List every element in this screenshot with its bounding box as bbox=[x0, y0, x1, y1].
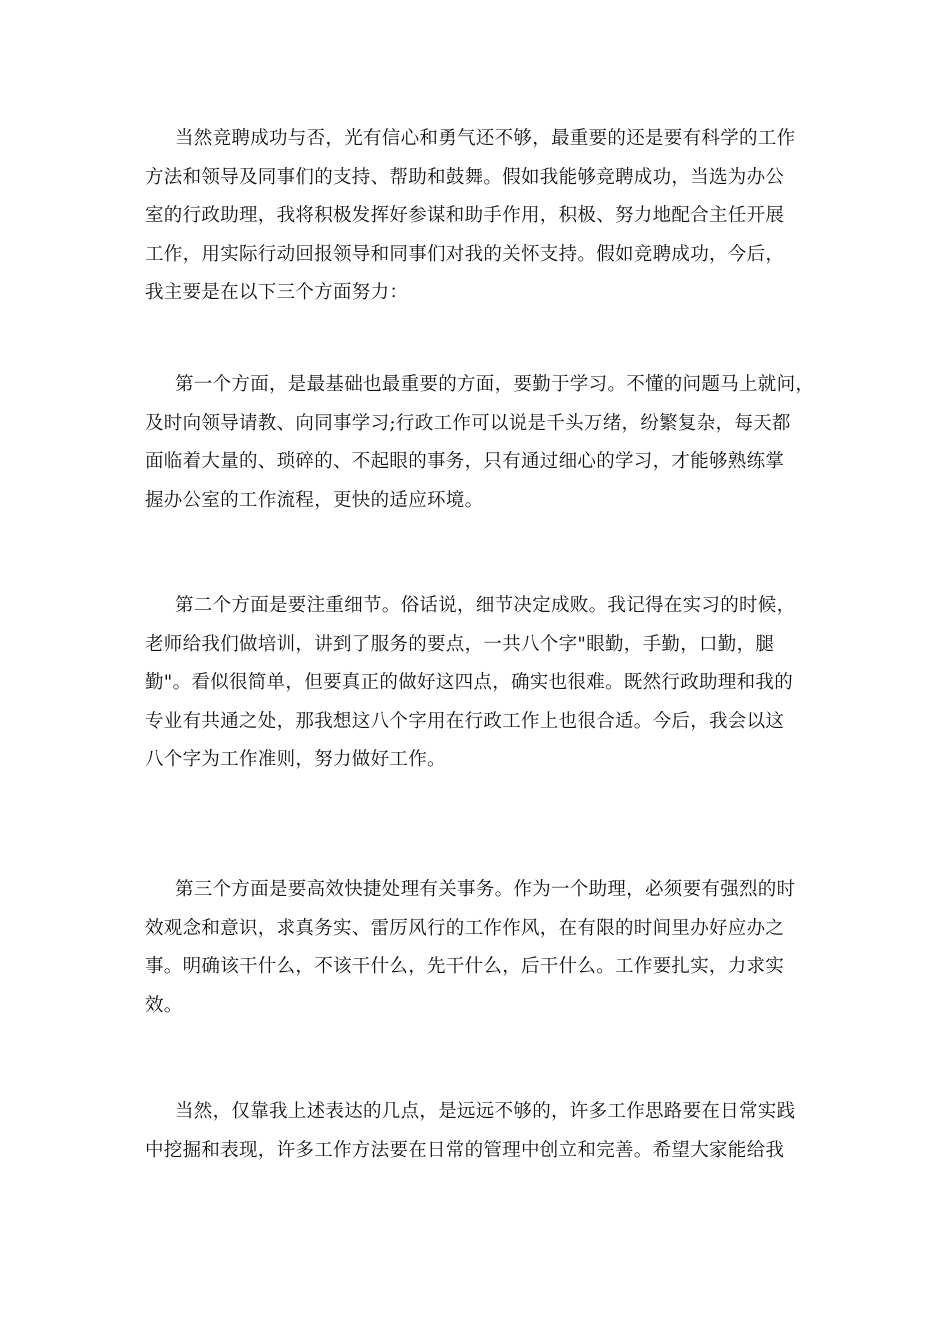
paragraph-1 bbox=[145, 120, 805, 313]
paragraph-line: 效观念和意识，求真务实、雷厉风行的工作作风，在有限的时间里办好应办之 bbox=[145, 917, 785, 939]
paragraph-line: 握办公室的工作流程，更快的适应环境。 bbox=[145, 489, 484, 511]
paragraph-line: 第一个方面，是最基础也最重要的方面，要勤于学习。不懂的问题马上就问， bbox=[175, 374, 815, 395]
paragraph-line: 当然，仅靠我上述表达的几点，是远远不够的，许多工作思路要在日常实践 bbox=[175, 1101, 796, 1122]
paragraph-line: 当然竞聘成功与否，光有信心和勇气还不够，最重要的还是要有科学的工作 bbox=[175, 128, 796, 149]
paragraph-5 bbox=[145, 1093, 805, 1170]
paragraph-line: 八个字为工作准则，努力做好工作。 bbox=[145, 749, 446, 770]
paragraph-line: 工作，用实际行动回报领导和同事们对我的关怀支持。假如竞聘成功，今后， bbox=[145, 243, 785, 265]
paragraph-line: 中挖掘和表现，许多工作方法要在日常的管理中创立和完善。希望大家能给我 bbox=[145, 1139, 785, 1161]
paragraph-4 bbox=[145, 871, 805, 1025]
paragraph-line: 室的行政助理，我将积极发挥好参谋和助手作用，积极、努力地配合主任开展 bbox=[145, 205, 785, 226]
paragraph-line: 面临着大量的、琐碎的、不起眼的事务，只有通过细心的学习，才能够熟练掌 bbox=[145, 451, 785, 472]
paragraph-line: 我主要是在以下三个方面努力： bbox=[145, 282, 409, 303]
paragraph-line: 勤"。看似很简单，但要真正的做好这四点，确实也很难。既然行政助理和我的 bbox=[145, 672, 794, 693]
paragraph-line: 第二个方面是要注重细节。俗话说，细节决定成败。我记得在实习的时候， bbox=[175, 595, 796, 616]
paragraph-line: 及时向领导请教、向同事学习;行政工作可以说是千头万绪，纷繁复杂，每天都 bbox=[145, 412, 791, 434]
paragraph-line: 方法和领导及同事们的支持、帮助和鼓舞。假如我能够竞聘成功，当选为办公 bbox=[145, 166, 785, 188]
paragraph-line: 老师给我们做培训，讲到了服务的要点，一共八个字"眼勤，手勤，口勤，腿 bbox=[145, 633, 775, 655]
paragraph-line: 第三个方面是要高效快捷处理有关事务。作为一个助理，必须要有强烈的时 bbox=[175, 879, 796, 900]
paragraph-line: 事。明确该干什么，不该干什么，先干什么，后干什么。工作要扎实，力求实 bbox=[145, 956, 785, 977]
paragraph-line: 效。 bbox=[145, 994, 183, 1016]
paragraph-3 bbox=[145, 587, 805, 780]
paragraph-2 bbox=[145, 366, 815, 520]
paragraph-line: 专业有共通之处，那我想这八个字用在行政工作上也很合适。今后，我会以这 bbox=[145, 710, 785, 732]
